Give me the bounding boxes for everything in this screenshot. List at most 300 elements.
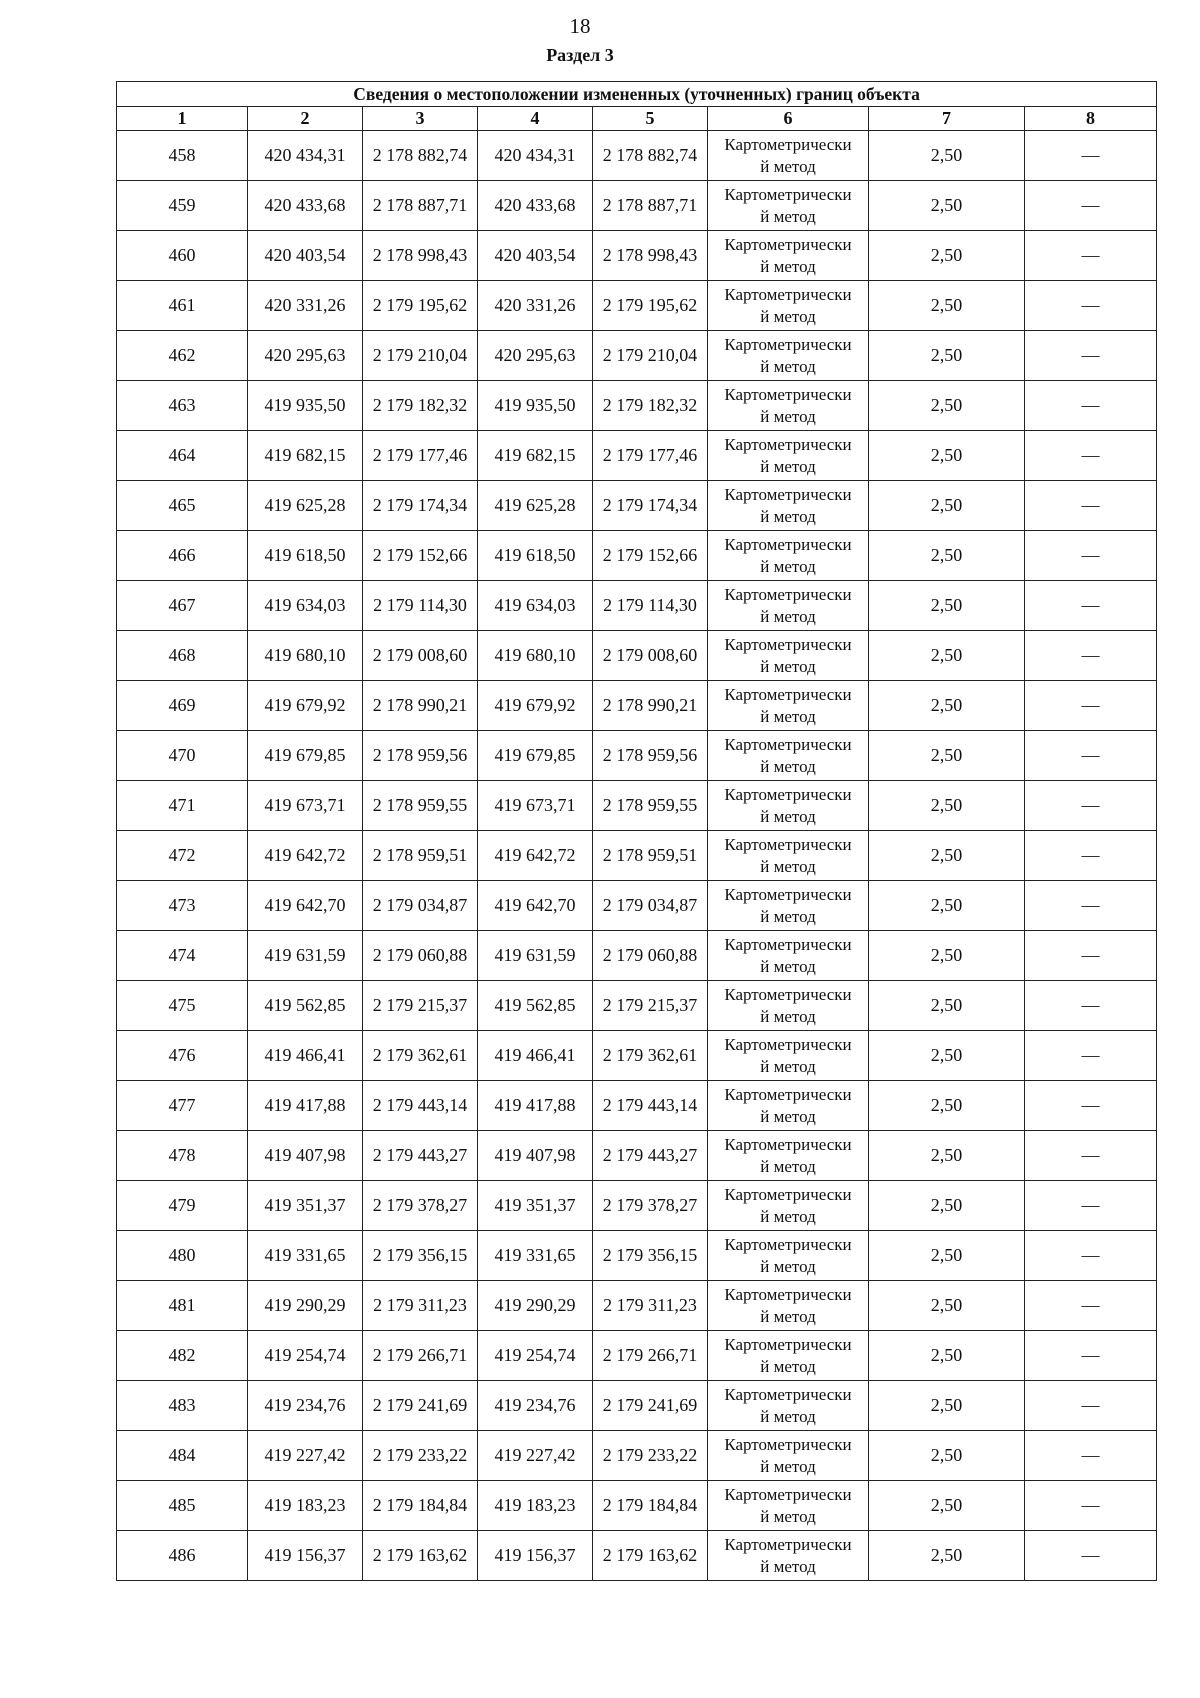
method-text-line: й метод xyxy=(760,506,816,526)
table-row xyxy=(117,431,1157,481)
x-existing-cell: 419 351,37 xyxy=(248,1181,363,1231)
table-row xyxy=(117,531,1157,581)
point-number-cell: 478 xyxy=(117,1131,248,1181)
x-updated-cell: 419 183,23 xyxy=(478,1481,593,1531)
method-text-line: й метод xyxy=(760,556,816,576)
x-existing-cell: 419 642,72 xyxy=(248,831,363,881)
table-row xyxy=(117,731,1157,781)
method-text-line: й метод xyxy=(760,1456,816,1476)
x-updated-cell: 419 351,37 xyxy=(478,1181,593,1231)
x-existing-cell: 419 642,70 xyxy=(248,881,363,931)
method-cell xyxy=(708,1031,869,1081)
column-header: 5 xyxy=(593,107,708,131)
description-cell: — xyxy=(1025,581,1157,631)
y-existing-cell: 2 178 990,21 xyxy=(363,681,478,731)
method-text-line: Картометрически xyxy=(724,1384,852,1404)
point-number-cell: 476 xyxy=(117,1031,248,1081)
y-existing-cell: 2 179 378,27 xyxy=(363,1181,478,1231)
method-text-line: й метод xyxy=(760,1256,816,1276)
method-text-line: й метод xyxy=(760,656,816,676)
method-text-line: й метод xyxy=(760,1506,816,1526)
description-cell: — xyxy=(1025,631,1157,681)
x-existing-cell: 419 682,15 xyxy=(248,431,363,481)
accuracy-cell: 2,50 xyxy=(869,1331,1025,1381)
point-number-cell: 479 xyxy=(117,1181,248,1231)
table-row xyxy=(117,681,1157,731)
description-cell: — xyxy=(1025,331,1157,381)
table-row xyxy=(117,1231,1157,1281)
accuracy-cell: 2,50 xyxy=(869,331,1025,381)
method-text-line: Картометрически xyxy=(724,784,852,804)
point-number-cell: 471 xyxy=(117,781,248,831)
accuracy-cell: 2,50 xyxy=(869,1081,1025,1131)
x-existing-cell: 419 156,37 xyxy=(248,1531,363,1581)
method-text-line: й метод xyxy=(760,1306,816,1326)
y-existing-cell: 2 179 311,23 xyxy=(363,1281,478,1331)
method-text-line: й метод xyxy=(760,256,816,276)
y-updated-cell: 2 179 184,84 xyxy=(593,1481,708,1531)
x-existing-cell: 420 434,31 xyxy=(248,131,363,181)
method-cell xyxy=(708,731,869,781)
y-updated-cell: 2 179 114,30 xyxy=(593,581,708,631)
x-updated-cell: 419 290,29 xyxy=(478,1281,593,1331)
x-existing-cell: 419 631,59 xyxy=(248,931,363,981)
table-row xyxy=(117,581,1157,631)
method-text-line: й метод xyxy=(760,1006,816,1026)
point-number-cell: 470 xyxy=(117,731,248,781)
method-text-line: й метод xyxy=(760,606,816,626)
y-existing-cell: 2 179 443,27 xyxy=(363,1131,478,1181)
accuracy-cell: 2,50 xyxy=(869,131,1025,181)
description-cell: — xyxy=(1025,431,1157,481)
x-existing-cell: 420 433,68 xyxy=(248,181,363,231)
y-existing-cell: 2 179 177,46 xyxy=(363,431,478,481)
method-text-line: Картометрически xyxy=(724,884,852,904)
method-text-line: Картометрически xyxy=(724,434,852,454)
method-cell xyxy=(708,1181,869,1231)
description-cell: — xyxy=(1025,1381,1157,1431)
point-number-cell: 468 xyxy=(117,631,248,681)
x-updated-cell: 419 631,59 xyxy=(478,931,593,981)
y-updated-cell: 2 178 990,21 xyxy=(593,681,708,731)
y-updated-cell: 2 179 215,37 xyxy=(593,981,708,1031)
method-cell xyxy=(708,1231,869,1281)
x-existing-cell: 420 331,26 xyxy=(248,281,363,331)
y-existing-cell: 2 179 008,60 xyxy=(363,631,478,681)
description-cell: — xyxy=(1025,931,1157,981)
accuracy-cell: 2,50 xyxy=(869,1481,1025,1531)
method-text-line: Картометрически xyxy=(724,334,852,354)
accuracy-cell: 2,50 xyxy=(869,281,1025,331)
description-cell: — xyxy=(1025,231,1157,281)
method-text-line: Картометрически xyxy=(724,734,852,754)
table-row xyxy=(117,231,1157,281)
accuracy-cell: 2,50 xyxy=(869,1281,1025,1331)
x-updated-cell: 420 403,54 xyxy=(478,231,593,281)
y-updated-cell: 2 179 443,27 xyxy=(593,1131,708,1181)
y-existing-cell: 2 178 959,56 xyxy=(363,731,478,781)
method-text-line: й метод xyxy=(760,706,816,726)
y-existing-cell: 2 179 114,30 xyxy=(363,581,478,631)
accuracy-cell: 2,50 xyxy=(869,381,1025,431)
point-number-cell: 462 xyxy=(117,331,248,381)
x-existing-cell: 419 679,85 xyxy=(248,731,363,781)
accuracy-cell: 2,50 xyxy=(869,1431,1025,1481)
y-existing-cell: 2 179 241,69 xyxy=(363,1381,478,1431)
accuracy-cell: 2,50 xyxy=(869,581,1025,631)
method-cell xyxy=(708,231,869,281)
accuracy-cell: 2,50 xyxy=(869,881,1025,931)
description-cell: — xyxy=(1025,1031,1157,1081)
table-row xyxy=(117,1481,1157,1531)
accuracy-cell: 2,50 xyxy=(869,1181,1025,1231)
x-existing-cell: 420 403,54 xyxy=(248,231,363,281)
x-existing-cell: 420 295,63 xyxy=(248,331,363,381)
method-text-line: Картометрически xyxy=(724,484,852,504)
method-text-line: Картометрически xyxy=(724,134,852,154)
x-updated-cell: 419 935,50 xyxy=(478,381,593,431)
table-row xyxy=(117,331,1157,381)
x-existing-cell: 419 935,50 xyxy=(248,381,363,431)
column-header: 6 xyxy=(708,107,869,131)
y-existing-cell: 2 179 034,87 xyxy=(363,881,478,931)
method-text-line: Картометрически xyxy=(724,1284,852,1304)
y-updated-cell: 2 179 443,14 xyxy=(593,1081,708,1131)
table-row xyxy=(117,931,1157,981)
y-existing-cell: 2 179 060,88 xyxy=(363,931,478,981)
y-updated-cell: 2 179 233,22 xyxy=(593,1431,708,1481)
accuracy-cell: 2,50 xyxy=(869,1131,1025,1181)
accuracy-cell: 2,50 xyxy=(869,681,1025,731)
point-number-cell: 469 xyxy=(117,681,248,731)
y-updated-cell: 2 179 182,32 xyxy=(593,381,708,431)
point-number-cell: 481 xyxy=(117,1281,248,1331)
y-existing-cell: 2 179 210,04 xyxy=(363,331,478,381)
table-caption: Сведения о местоположении измененных (уточненных) границ объекта xyxy=(117,82,1157,107)
point-number-cell: 485 xyxy=(117,1481,248,1531)
method-cell xyxy=(708,681,869,731)
method-cell xyxy=(708,1381,869,1431)
description-cell: — xyxy=(1025,831,1157,881)
point-number-cell: 458 xyxy=(117,131,248,181)
method-text-line: й метод xyxy=(760,756,816,776)
method-text-line: й метод xyxy=(760,306,816,326)
x-updated-cell: 419 407,98 xyxy=(478,1131,593,1181)
point-number-cell: 482 xyxy=(117,1331,248,1381)
table-row xyxy=(117,881,1157,931)
method-text-line: Картометрически xyxy=(724,1534,852,1554)
table-row xyxy=(117,981,1157,1031)
table-row xyxy=(117,781,1157,831)
method-text-line: й метод xyxy=(760,856,816,876)
method-text-line: Картометрически xyxy=(724,1184,852,1204)
method-text-line: й метод xyxy=(760,1056,816,1076)
method-text-line: й метод xyxy=(760,406,816,426)
x-existing-cell: 419 290,29 xyxy=(248,1281,363,1331)
table-row xyxy=(117,1331,1157,1381)
method-cell xyxy=(708,381,869,431)
table-body xyxy=(117,131,1157,1581)
method-cell xyxy=(708,1481,869,1531)
method-text-line: Картометрически xyxy=(724,684,852,704)
x-updated-cell: 420 433,68 xyxy=(478,181,593,231)
point-number-cell: 465 xyxy=(117,481,248,531)
point-number-cell: 480 xyxy=(117,1231,248,1281)
x-updated-cell: 419 562,85 xyxy=(478,981,593,1031)
accuracy-cell: 2,50 xyxy=(869,1531,1025,1581)
method-cell xyxy=(708,831,869,881)
x-existing-cell: 419 673,71 xyxy=(248,781,363,831)
method-text-line: й метод xyxy=(760,1356,816,1376)
method-text-line: й метод xyxy=(760,1556,816,1576)
method-text-line: Картометрически xyxy=(724,184,852,204)
method-cell xyxy=(708,1331,869,1381)
method-cell xyxy=(708,631,869,681)
accuracy-cell: 2,50 xyxy=(869,981,1025,1031)
method-cell xyxy=(708,131,869,181)
accuracy-cell: 2,50 xyxy=(869,781,1025,831)
y-existing-cell: 2 179 195,62 xyxy=(363,281,478,331)
y-updated-cell: 2 178 959,56 xyxy=(593,731,708,781)
description-cell: — xyxy=(1025,531,1157,581)
y-updated-cell: 2 179 266,71 xyxy=(593,1331,708,1381)
method-cell xyxy=(708,331,869,381)
table-row xyxy=(117,1431,1157,1481)
column-header: 8 xyxy=(1025,107,1157,131)
point-number-cell: 473 xyxy=(117,881,248,931)
method-text-line: Картометрически xyxy=(724,984,852,1004)
point-number-cell: 464 xyxy=(117,431,248,481)
accuracy-cell: 2,50 xyxy=(869,531,1025,581)
x-existing-cell: 419 407,98 xyxy=(248,1131,363,1181)
y-existing-cell: 2 179 362,61 xyxy=(363,1031,478,1081)
method-text-line: Картометрически xyxy=(724,634,852,654)
column-header: 7 xyxy=(869,107,1025,131)
x-existing-cell: 419 227,42 xyxy=(248,1431,363,1481)
table-row xyxy=(117,181,1157,231)
method-cell xyxy=(708,1431,869,1481)
table-row xyxy=(117,1131,1157,1181)
table-row xyxy=(117,831,1157,881)
x-updated-cell: 420 434,31 xyxy=(478,131,593,181)
method-cell xyxy=(708,581,869,631)
method-cell xyxy=(708,431,869,481)
point-number-cell: 475 xyxy=(117,981,248,1031)
x-updated-cell: 419 234,76 xyxy=(478,1381,593,1431)
accuracy-cell: 2,50 xyxy=(869,1231,1025,1281)
accuracy-cell: 2,50 xyxy=(869,631,1025,681)
description-cell: — xyxy=(1025,1481,1157,1531)
point-number-cell: 483 xyxy=(117,1381,248,1431)
description-cell: — xyxy=(1025,1131,1157,1181)
description-cell: — xyxy=(1025,881,1157,931)
y-existing-cell: 2 179 215,37 xyxy=(363,981,478,1031)
y-existing-cell: 2 178 959,51 xyxy=(363,831,478,881)
x-existing-cell: 419 679,92 xyxy=(248,681,363,731)
accuracy-cell: 2,50 xyxy=(869,931,1025,981)
x-existing-cell: 419 183,23 xyxy=(248,1481,363,1531)
method-text-line: й метод xyxy=(760,956,816,976)
y-updated-cell: 2 178 998,43 xyxy=(593,231,708,281)
table-row xyxy=(117,1381,1157,1431)
accuracy-cell: 2,50 xyxy=(869,231,1025,281)
accuracy-cell: 2,50 xyxy=(869,431,1025,481)
description-cell: — xyxy=(1025,731,1157,781)
y-updated-cell: 2 178 882,74 xyxy=(593,131,708,181)
y-updated-cell: 2 179 195,62 xyxy=(593,281,708,331)
x-existing-cell: 419 625,28 xyxy=(248,481,363,531)
y-existing-cell: 2 179 443,14 xyxy=(363,1081,478,1131)
x-updated-cell: 420 295,63 xyxy=(478,331,593,381)
description-cell: — xyxy=(1025,1431,1157,1481)
method-cell xyxy=(708,1131,869,1181)
y-updated-cell: 2 179 241,69 xyxy=(593,1381,708,1431)
x-updated-cell: 419 618,50 xyxy=(478,531,593,581)
table-row xyxy=(117,1181,1157,1231)
table-header-row xyxy=(117,107,1157,131)
column-header: 3 xyxy=(363,107,478,131)
method-cell xyxy=(708,281,869,331)
point-number-cell: 486 xyxy=(117,1531,248,1581)
table-row xyxy=(117,1281,1157,1331)
accuracy-cell: 2,50 xyxy=(869,831,1025,881)
y-updated-cell: 2 179 163,62 xyxy=(593,1531,708,1581)
column-header: 2 xyxy=(248,107,363,131)
y-existing-cell: 2 179 152,66 xyxy=(363,531,478,581)
y-updated-cell: 2 178 887,71 xyxy=(593,181,708,231)
table-row xyxy=(117,381,1157,431)
method-cell xyxy=(708,1081,869,1131)
y-updated-cell: 2 179 210,04 xyxy=(593,331,708,381)
method-text-line: Картометрически xyxy=(724,534,852,554)
accuracy-cell: 2,50 xyxy=(869,181,1025,231)
description-cell: — xyxy=(1025,781,1157,831)
method-cell xyxy=(708,881,869,931)
table-row xyxy=(117,631,1157,681)
table-row xyxy=(117,281,1157,331)
description-cell: — xyxy=(1025,1531,1157,1581)
description-cell: — xyxy=(1025,1331,1157,1381)
y-existing-cell: 2 179 266,71 xyxy=(363,1331,478,1381)
method-text-line: Картометрически xyxy=(724,284,852,304)
y-updated-cell: 2 179 008,60 xyxy=(593,631,708,681)
method-text-line: Картометрически xyxy=(724,1234,852,1254)
method-text-line: й метод xyxy=(760,1106,816,1126)
method-text-line: й метод xyxy=(760,456,816,476)
x-updated-cell: 419 642,70 xyxy=(478,881,593,931)
x-existing-cell: 419 562,85 xyxy=(248,981,363,1031)
method-cell xyxy=(708,531,869,581)
point-number-cell: 477 xyxy=(117,1081,248,1131)
x-existing-cell: 419 234,76 xyxy=(248,1381,363,1431)
description-cell: — xyxy=(1025,281,1157,331)
method-cell xyxy=(708,1531,869,1581)
y-existing-cell: 2 179 184,84 xyxy=(363,1481,478,1531)
method-cell xyxy=(708,1281,869,1331)
method-text-line: й метод xyxy=(760,156,816,176)
description-cell: — xyxy=(1025,1081,1157,1131)
y-updated-cell: 2 178 959,51 xyxy=(593,831,708,881)
y-updated-cell: 2 178 959,55 xyxy=(593,781,708,831)
description-cell: — xyxy=(1025,681,1157,731)
table-row xyxy=(117,1081,1157,1131)
method-text-line: Картометрически xyxy=(724,1084,852,1104)
x-updated-cell: 419 625,28 xyxy=(478,481,593,531)
x-updated-cell: 420 331,26 xyxy=(478,281,593,331)
table-row xyxy=(117,1531,1157,1581)
method-cell xyxy=(708,781,869,831)
y-updated-cell: 2 179 152,66 xyxy=(593,531,708,581)
point-number-cell: 459 xyxy=(117,181,248,231)
x-updated-cell: 419 417,88 xyxy=(478,1081,593,1131)
y-updated-cell: 2 179 356,15 xyxy=(593,1231,708,1281)
method-text-line: й метод xyxy=(760,356,816,376)
x-updated-cell: 419 682,15 xyxy=(478,431,593,481)
table-row xyxy=(117,1031,1157,1081)
column-header: 1 xyxy=(117,107,248,131)
x-existing-cell: 419 331,65 xyxy=(248,1231,363,1281)
method-text-line: Картометрически xyxy=(724,934,852,954)
method-text-line: й метод xyxy=(760,1206,816,1226)
x-existing-cell: 419 466,41 xyxy=(248,1031,363,1081)
description-cell: — xyxy=(1025,1281,1157,1331)
accuracy-cell: 2,50 xyxy=(869,731,1025,781)
point-number-cell: 461 xyxy=(117,281,248,331)
method-text-line: й метод xyxy=(760,806,816,826)
point-number-cell: 460 xyxy=(117,231,248,281)
method-text-line: Картометрически xyxy=(724,834,852,854)
x-existing-cell: 419 254,74 xyxy=(248,1331,363,1381)
section-title: Раздел 3 xyxy=(546,45,614,65)
x-existing-cell: 419 634,03 xyxy=(248,581,363,631)
method-text-line: й метод xyxy=(760,1156,816,1176)
description-cell: — xyxy=(1025,481,1157,531)
x-existing-cell: 419 618,50 xyxy=(248,531,363,581)
y-existing-cell: 2 178 887,71 xyxy=(363,181,478,231)
method-text-line: Картометрически xyxy=(724,384,852,404)
method-cell xyxy=(708,981,869,1031)
point-number-cell: 472 xyxy=(117,831,248,881)
method-cell xyxy=(708,931,869,981)
y-existing-cell: 2 179 356,15 xyxy=(363,1231,478,1281)
y-updated-cell: 2 179 311,23 xyxy=(593,1281,708,1331)
table-row xyxy=(117,481,1157,531)
accuracy-cell: 2,50 xyxy=(869,1381,1025,1431)
y-updated-cell: 2 179 378,27 xyxy=(593,1181,708,1231)
accuracy-cell: 2,50 xyxy=(869,481,1025,531)
description-cell: — xyxy=(1025,981,1157,1031)
point-number-cell: 463 xyxy=(117,381,248,431)
description-cell: — xyxy=(1025,181,1157,231)
y-existing-cell: 2 179 163,62 xyxy=(363,1531,478,1581)
x-existing-cell: 419 680,10 xyxy=(248,631,363,681)
column-header: 4 xyxy=(478,107,593,131)
y-updated-cell: 2 179 177,46 xyxy=(593,431,708,481)
table-caption-row xyxy=(117,82,1157,107)
x-updated-cell: 419 254,74 xyxy=(478,1331,593,1381)
method-text-line: Картометрически xyxy=(724,1334,852,1354)
y-existing-cell: 2 179 174,34 xyxy=(363,481,478,531)
y-existing-cell: 2 179 182,32 xyxy=(363,381,478,431)
x-updated-cell: 419 466,41 xyxy=(478,1031,593,1081)
point-number-cell: 474 xyxy=(117,931,248,981)
point-number-cell: 467 xyxy=(117,581,248,631)
y-existing-cell: 2 179 233,22 xyxy=(363,1431,478,1481)
method-text-line: Картометрически xyxy=(724,234,852,254)
point-number-cell: 484 xyxy=(117,1431,248,1481)
y-existing-cell: 2 178 959,55 xyxy=(363,781,478,831)
description-cell: — xyxy=(1025,131,1157,181)
